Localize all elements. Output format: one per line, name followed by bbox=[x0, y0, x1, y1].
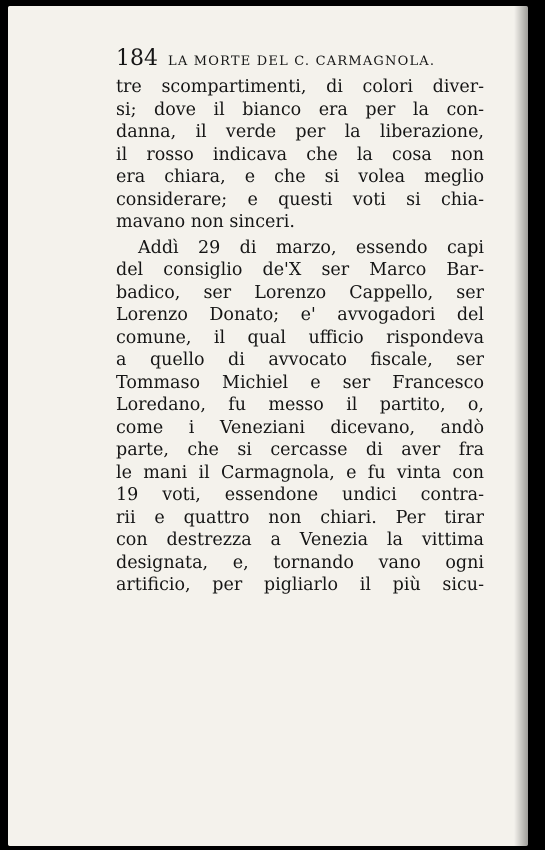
paragraph-2 bbox=[116, 237, 484, 597]
text-line: Lorenzo Donato; e' avvogadori del bbox=[116, 305, 484, 325]
running-head bbox=[116, 46, 484, 76]
paragraph-1 bbox=[116, 76, 484, 234]
text-line: rii e quattro non chiari. Per tirar bbox=[116, 507, 484, 528]
text-line: artificio, per pigliarlo il più sicu- bbox=[116, 575, 484, 595]
text-line: designata, e, tornando vano ogni bbox=[116, 552, 484, 573]
text-block bbox=[116, 46, 484, 597]
text-line: Tommaso Michiel e ser Francesco bbox=[116, 372, 484, 393]
text-line: 19 voti, essendone undici contra- bbox=[116, 485, 484, 505]
text-line: il rosso indicava che la cosa non bbox=[116, 144, 484, 165]
text-line: era chiara, e che si volea meglio bbox=[116, 167, 484, 187]
text-line: Addì 29 di marzo, essendo capi bbox=[138, 237, 484, 258]
text-line: comune, il qual ufficio rispondeva bbox=[116, 327, 484, 348]
running-title: LA MORTE DEL C. CARMAGNOLA. bbox=[168, 54, 436, 69]
page-number: 184 bbox=[116, 46, 158, 71]
binding-shadow bbox=[514, 6, 528, 846]
text-line: tre scompartimenti, di colori diver- bbox=[116, 77, 484, 97]
text-line: con destrezza a Venezia la vittima bbox=[116, 530, 484, 550]
text-line: considerare; e questi voti si chia- bbox=[116, 189, 484, 210]
text-line: Loredano, fu messo il partito, o, bbox=[116, 395, 484, 415]
text-line: si; dove il bianco era per la con- bbox=[116, 99, 484, 120]
text-line: parte, che si cercasse di aver fra bbox=[116, 440, 484, 460]
text-line: del consiglio de'X ser Marco Bar- bbox=[116, 260, 484, 280]
text-line: a quello di avvocato fiscale, ser bbox=[116, 350, 484, 370]
paper-page bbox=[8, 6, 528, 846]
text-line: come i Veneziani dicevano, andò bbox=[116, 417, 484, 438]
text-line: mavano non sinceri. bbox=[116, 212, 295, 232]
text-line: danna, il verde per la liberazione, bbox=[116, 122, 484, 142]
text-line: le mani il Carmagnola, e fu vinta con bbox=[116, 462, 484, 483]
text-line: badico, ser Lorenzo Cappello, ser bbox=[116, 282, 484, 303]
